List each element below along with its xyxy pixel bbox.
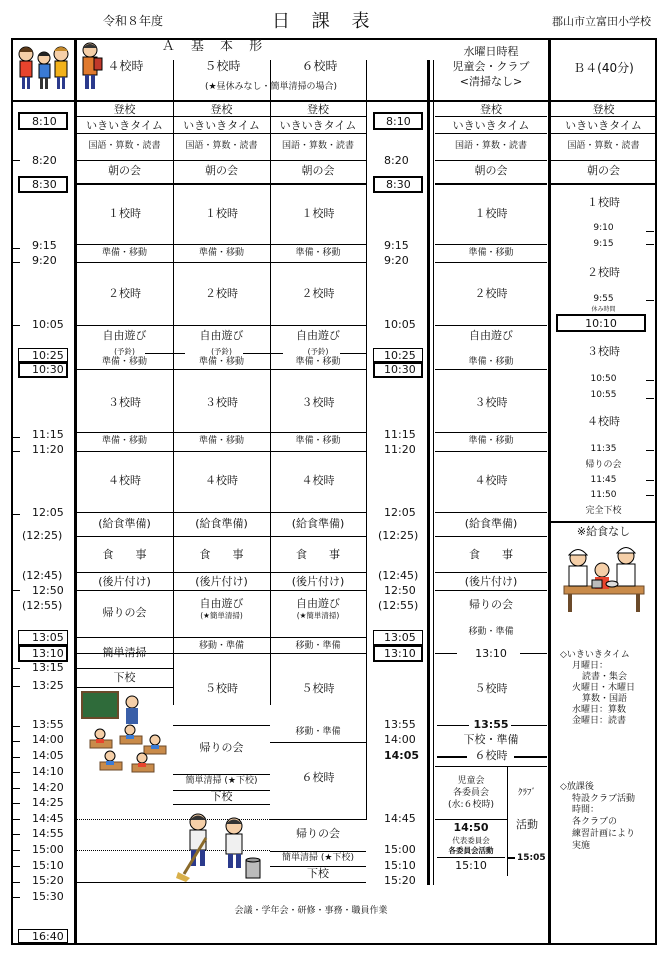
cell-kyushoku-6: (給食準備) bbox=[291, 517, 345, 530]
time-mid-0920: 9:20 bbox=[384, 254, 409, 267]
cell-kokugo-4: 国語・算数・読書 bbox=[88, 141, 161, 151]
cell-junbi1-5: 準備・移動 bbox=[198, 248, 244, 258]
cell-p6-6: ６校時 bbox=[301, 771, 335, 784]
time-left-1420: 14:20 bbox=[32, 781, 64, 794]
time-left-0810: 8:10 bbox=[32, 115, 57, 128]
cell-kokugo-6: 国語・算数・読書 bbox=[281, 141, 354, 151]
classroom-illustration bbox=[80, 690, 170, 782]
wed-1505: 15:05 bbox=[517, 853, 546, 863]
b4-ikiiki: いきいきタイム bbox=[565, 119, 642, 132]
time-mid-1030: 10:30 bbox=[384, 363, 416, 376]
b4-p1: １校時 bbox=[587, 196, 620, 209]
time-mid-0830: 8:30 bbox=[386, 178, 411, 191]
cell-yorei-5: (予鈴) bbox=[211, 347, 232, 356]
b4-notes-title: ◇いきいきタイム bbox=[560, 650, 630, 660]
cell-katazuke-6: (後片付け) bbox=[291, 575, 345, 588]
time-mid-1255: (12:55) bbox=[378, 599, 419, 612]
wed-daihyo: 代表委員会 bbox=[452, 836, 490, 845]
wed-kyushoku: (給食準備) bbox=[464, 517, 518, 530]
cell-p2-4: ２校時 bbox=[108, 287, 141, 300]
time-left-1510: 15:10 bbox=[32, 859, 64, 872]
time-mid-1520: 15:20 bbox=[384, 874, 416, 887]
header-wed-1: 水曜日時程 bbox=[463, 45, 519, 58]
b4-1050: 10:50 bbox=[590, 374, 617, 384]
wed-sui6: (水:６校時) bbox=[447, 800, 495, 810]
b4-note-2: 読書・集会 bbox=[582, 672, 628, 682]
b4-note-5: 水曜日：算数 bbox=[572, 705, 627, 715]
wed-kaeri: 帰りの会 bbox=[469, 598, 513, 611]
wed-p2: ２校時 bbox=[474, 287, 508, 300]
cell-p3-6: ３校時 bbox=[301, 396, 335, 409]
cell-toko-5: 登校 bbox=[210, 103, 233, 116]
cell-ikiiki-6: いきいきタイム bbox=[279, 119, 357, 132]
cell-geko-4: 下校 bbox=[113, 671, 136, 684]
b4-p4: ４校時 bbox=[587, 415, 620, 428]
page-title: 日 課 表 bbox=[272, 11, 378, 32]
cell-junbi3-4: 準備・移動 bbox=[101, 436, 147, 446]
cell-jiyu-5: 自由遊び bbox=[199, 329, 244, 342]
time-mid-0820: 8:20 bbox=[384, 154, 409, 167]
header-col-4: ４校時 bbox=[107, 59, 144, 73]
cell-junbi2-6: 準備・移動 bbox=[295, 357, 341, 367]
wed-1310: 13:10 bbox=[475, 647, 507, 660]
cell-geko-6: 下校 bbox=[307, 867, 329, 880]
wed-junbi3: 準備・移動 bbox=[468, 436, 514, 446]
b4-1010: 10:10 bbox=[585, 317, 617, 330]
time-left-1225: (12:25) bbox=[22, 529, 63, 542]
b4-note-4: 算数・国語 bbox=[582, 694, 628, 704]
time-mid-1225: (12:25) bbox=[378, 529, 419, 542]
cell-katazuke-5: (後片付け) bbox=[195, 575, 248, 588]
cell-p4-4: ４校時 bbox=[108, 474, 141, 487]
cell-idou2-6: 移動・準備 bbox=[295, 727, 341, 737]
time-mid-1120: 11:20 bbox=[384, 443, 416, 456]
cell-asa-5: 朝の会 bbox=[205, 164, 238, 177]
cell-shokuji-6: 食 事 bbox=[296, 548, 340, 561]
cell-p3-5: ３校時 bbox=[205, 396, 238, 409]
time-left-1410: 14:10 bbox=[32, 765, 64, 778]
time-left-1455: 14:55 bbox=[32, 827, 64, 840]
time-left-0915: 9:15 bbox=[32, 239, 57, 252]
wed-kakuiin-katsudo: 各委員会活動 bbox=[448, 846, 494, 855]
time-left-1640: 16:40 bbox=[32, 930, 64, 943]
time-mid-1025: 10:25 bbox=[384, 349, 416, 362]
cell-kantan-note-6: (★簡単清掃) bbox=[296, 611, 340, 620]
cell-yorei-6: (予鈴) bbox=[307, 347, 329, 356]
cell-p2-6: ２校時 bbox=[301, 287, 335, 300]
b4-note-1: 月曜日： bbox=[572, 661, 609, 671]
cell-p2-5: ２校時 bbox=[205, 287, 238, 300]
cell-kantan-geko-6: 簡単清掃 (★下校) bbox=[282, 853, 354, 863]
time-left-1115: 11:15 bbox=[32, 428, 64, 441]
time-left-1305: 13:05 bbox=[32, 631, 64, 644]
cell-junbi1-6: 準備・移動 bbox=[295, 248, 341, 258]
cell-geko-5: 下校 bbox=[210, 790, 233, 803]
time-mid-1500: 15:00 bbox=[384, 843, 416, 856]
time-left-1205: 12:05 bbox=[32, 506, 64, 519]
cell-toko-4: 登校 bbox=[113, 103, 136, 116]
group-title: Ａ 基 本 形 bbox=[161, 39, 269, 54]
time-left-1025: 10:25 bbox=[32, 349, 64, 362]
header-wed-2: 児童会・クラブ bbox=[452, 60, 530, 73]
time-left-1500: 15:00 bbox=[32, 843, 64, 856]
b4-1145: 11:45 bbox=[590, 475, 617, 485]
time-mid-1405: 14:05 bbox=[384, 749, 420, 762]
wed-junbi2: 準備・移動 bbox=[468, 357, 514, 367]
cell-kaeri-5: 帰りの会 bbox=[199, 741, 244, 754]
cell-toko-6: 登校 bbox=[307, 103, 329, 116]
time-left-1030: 10:30 bbox=[32, 363, 64, 376]
wed-1355: 13:55 bbox=[473, 718, 509, 731]
lunch-serving-illustration bbox=[556, 542, 652, 614]
wed-idou: 移動・準備 bbox=[468, 627, 514, 637]
time-mid-1115: 11:15 bbox=[384, 428, 416, 441]
cell-kaeri-6: 帰りの会 bbox=[296, 827, 340, 840]
b4-note-6: 金曜日：読書 bbox=[572, 716, 627, 726]
time-left-1250: 12:50 bbox=[32, 584, 64, 597]
wed-ikiiki: いきいきタイム bbox=[452, 119, 530, 132]
wed-junbi1: 準備・移動 bbox=[468, 248, 514, 258]
time-left-1530: 15:30 bbox=[32, 890, 64, 903]
header-wed-3: <清掃なし> bbox=[459, 75, 523, 88]
time-mid-1245: (12:45) bbox=[378, 569, 419, 582]
wed-shokuji: 食 事 bbox=[469, 548, 513, 561]
wed-p5: ５校時 bbox=[474, 682, 508, 695]
time-mid-0915: 9:15 bbox=[384, 239, 409, 252]
wed-asa: 朝の会 bbox=[474, 164, 508, 177]
cell-kantan-4: 簡単清掃 bbox=[102, 646, 147, 659]
b4-after-4: 練習計画により bbox=[572, 829, 636, 839]
header-b4: Ｂ４(40分) bbox=[573, 61, 634, 75]
b4-1135: 11:35 bbox=[590, 444, 617, 454]
cell-shokuji-4: 食 事 bbox=[102, 548, 147, 561]
child-walking-illustration bbox=[76, 40, 106, 98]
cell-junbi2-4: 準備・移動 bbox=[101, 357, 147, 367]
b4-1150: 11:50 bbox=[590, 490, 617, 500]
wed-p4: ４校時 bbox=[474, 474, 508, 487]
cell-kokugo-5: 国語・算数・読書 bbox=[185, 141, 258, 151]
cell-asa-6: 朝の会 bbox=[301, 164, 335, 177]
header-note: (★昼休みなし・簡単清掃の場合) bbox=[204, 82, 338, 92]
cell-jiyu-4: 自由遊び bbox=[102, 329, 147, 342]
b4-after-title: ◇放課後 bbox=[560, 782, 594, 792]
cell-jiyu2-5: 自由遊び bbox=[199, 597, 244, 610]
cell-p4-5: ４校時 bbox=[205, 474, 238, 487]
time-mid-1205: 12:05 bbox=[384, 506, 416, 519]
time-left-0820: 8:20 bbox=[32, 154, 57, 167]
children-walking-illustration bbox=[14, 40, 74, 98]
cell-jiyu2-6: 自由遊び bbox=[296, 597, 340, 610]
time-left-1310: 13:10 bbox=[32, 647, 64, 660]
b4-yasumi: 休み時間 bbox=[591, 306, 616, 313]
b4-0915: 9:15 bbox=[593, 239, 614, 249]
time-left-1400: 14:00 bbox=[32, 733, 64, 746]
basic-block-divider bbox=[427, 60, 430, 885]
school-name: 郡山市立富田小学校 bbox=[552, 15, 651, 28]
b4-after-5: 実施 bbox=[572, 841, 591, 851]
cell-shokuji-5: 食 事 bbox=[199, 548, 244, 561]
cell-kyushoku-5: (給食準備) bbox=[195, 517, 248, 530]
time-left-1120: 11:20 bbox=[32, 443, 64, 456]
time-left-1355: 13:55 bbox=[32, 718, 64, 731]
wed-geko-junbi: 下校・準備 bbox=[463, 733, 519, 746]
wed-katazuke: (後片付け) bbox=[464, 575, 518, 588]
era-label: 令和８年度 bbox=[103, 14, 164, 28]
header-col-5: ５校時 bbox=[204, 59, 241, 73]
cell-junbi3-5: 準備・移動 bbox=[198, 436, 244, 446]
time-mid-1005: 10:05 bbox=[384, 318, 416, 331]
time-left-0830: 8:30 bbox=[32, 178, 57, 191]
time-left-1520: 15:20 bbox=[32, 874, 64, 887]
b4-after-2: 時間： bbox=[572, 805, 600, 815]
b4-asa: 朝の会 bbox=[587, 164, 620, 177]
wed-kokugo: 国語・算数・読書 bbox=[454, 141, 527, 151]
time-mid-1250: 12:50 bbox=[384, 584, 416, 597]
wed-p6: ６校時 bbox=[474, 749, 508, 762]
b4-p3: ３校時 bbox=[587, 345, 620, 358]
cell-kantan-geko-5: 簡単清掃 (★下校) bbox=[185, 776, 258, 786]
cleaning-illustration bbox=[176, 808, 268, 882]
time-mid-1310: 13:10 bbox=[384, 647, 416, 660]
cell-yorei-4: (予鈴) bbox=[114, 347, 135, 356]
wed-katsudo: 活動 bbox=[516, 818, 538, 831]
cell-ikiiki-4: いきいきタイム bbox=[86, 119, 163, 132]
time-left-1325: 13:25 bbox=[32, 679, 64, 692]
time-left-0920: 9:20 bbox=[32, 254, 57, 267]
cell-kyushoku-4: (給食準備) bbox=[98, 517, 151, 530]
wed-1450: 14:50 bbox=[453, 821, 489, 834]
cell-p3-4: ３校時 bbox=[108, 396, 141, 409]
b4-kokugo: 国語・算数・読書 bbox=[567, 141, 640, 151]
wed-1510: 15:10 bbox=[455, 859, 487, 872]
time-mid-1355: 13:55 bbox=[384, 718, 416, 731]
cell-junbi1-4: 準備・移動 bbox=[101, 248, 147, 258]
cell-p5-6: ５校時 bbox=[301, 682, 335, 695]
wed-jiyu: 自由遊び bbox=[469, 329, 513, 342]
wed-toko: 登校 bbox=[480, 103, 502, 116]
cell-kantan-note-5: (★簡単清掃) bbox=[200, 611, 243, 620]
time-left-1315: 13:15 bbox=[32, 661, 64, 674]
header-col-6: ６校時 bbox=[301, 59, 338, 73]
b4-note-3: 火曜日・木曜日 bbox=[572, 683, 636, 693]
wed-jidokai: 児童会 bbox=[457, 776, 485, 786]
time-left-1255: (12:55) bbox=[22, 599, 63, 612]
b4-after-3: 各クラブの bbox=[572, 817, 618, 827]
time-left-1445: 14:45 bbox=[32, 812, 64, 825]
cell-jiyu-6: 自由遊び bbox=[296, 329, 340, 342]
b4-0955: 9:55 bbox=[593, 294, 614, 304]
cell-p1-4: １校時 bbox=[108, 207, 141, 220]
cell-kaigi: 会議・学年会・研修・事務・職員作業 bbox=[234, 906, 388, 916]
time-left-1005: 10:05 bbox=[32, 318, 64, 331]
time-left-1405: 14:05 bbox=[32, 749, 64, 762]
time-mid-1400: 14:00 bbox=[384, 733, 416, 746]
b4-0910: 9:10 bbox=[593, 223, 614, 233]
cell-idou-6: 移動・準備 bbox=[295, 641, 341, 651]
b4-kanzen: 完全下校 bbox=[585, 506, 622, 516]
b4-after-1: 特設クラブ活動 bbox=[572, 794, 636, 804]
time-left-1425: 14:25 bbox=[32, 796, 64, 809]
cell-p4-6: ４校時 bbox=[301, 474, 335, 487]
cell-ikiiki-5: いきいきタイム bbox=[183, 119, 260, 132]
b4-p2: ２校時 bbox=[587, 266, 620, 279]
cell-p1-6: １校時 bbox=[301, 207, 335, 220]
time-mid-0810: 8:10 bbox=[386, 115, 411, 128]
b4-1055: 10:55 bbox=[590, 390, 617, 400]
cell-junbi3-6: 準備・移動 bbox=[295, 436, 341, 446]
cell-katazuke-4: (後片付け) bbox=[98, 575, 151, 588]
cell-kaeri-4: 帰りの会 bbox=[102, 606, 147, 619]
cell-idou-5: 移動・準備 bbox=[198, 641, 244, 651]
cell-junbi2-5: 準備・移動 bbox=[198, 357, 244, 367]
wed-p3: ３校時 bbox=[474, 396, 508, 409]
b4-kaeri: 帰りの会 bbox=[585, 460, 622, 470]
wed-p1: １校時 bbox=[474, 207, 508, 220]
time-mid-1510: 15:10 bbox=[384, 859, 416, 872]
time-left-1245: (12:45) bbox=[22, 569, 63, 582]
time-mid-1445: 14:45 bbox=[384, 812, 416, 825]
wed-kakuiin: 各委員会 bbox=[452, 788, 489, 798]
b4-no-lunch: ※給食なし bbox=[576, 525, 631, 538]
wed-club: ｸﾗﾌﾞ bbox=[517, 788, 536, 798]
b4-toko: 登校 bbox=[592, 103, 615, 116]
time-mid-1305: 13:05 bbox=[384, 631, 416, 644]
cell-p1-5: １校時 bbox=[205, 207, 238, 220]
cell-asa-4: 朝の会 bbox=[108, 164, 141, 177]
cell-p5-5: ５校時 bbox=[205, 682, 238, 695]
